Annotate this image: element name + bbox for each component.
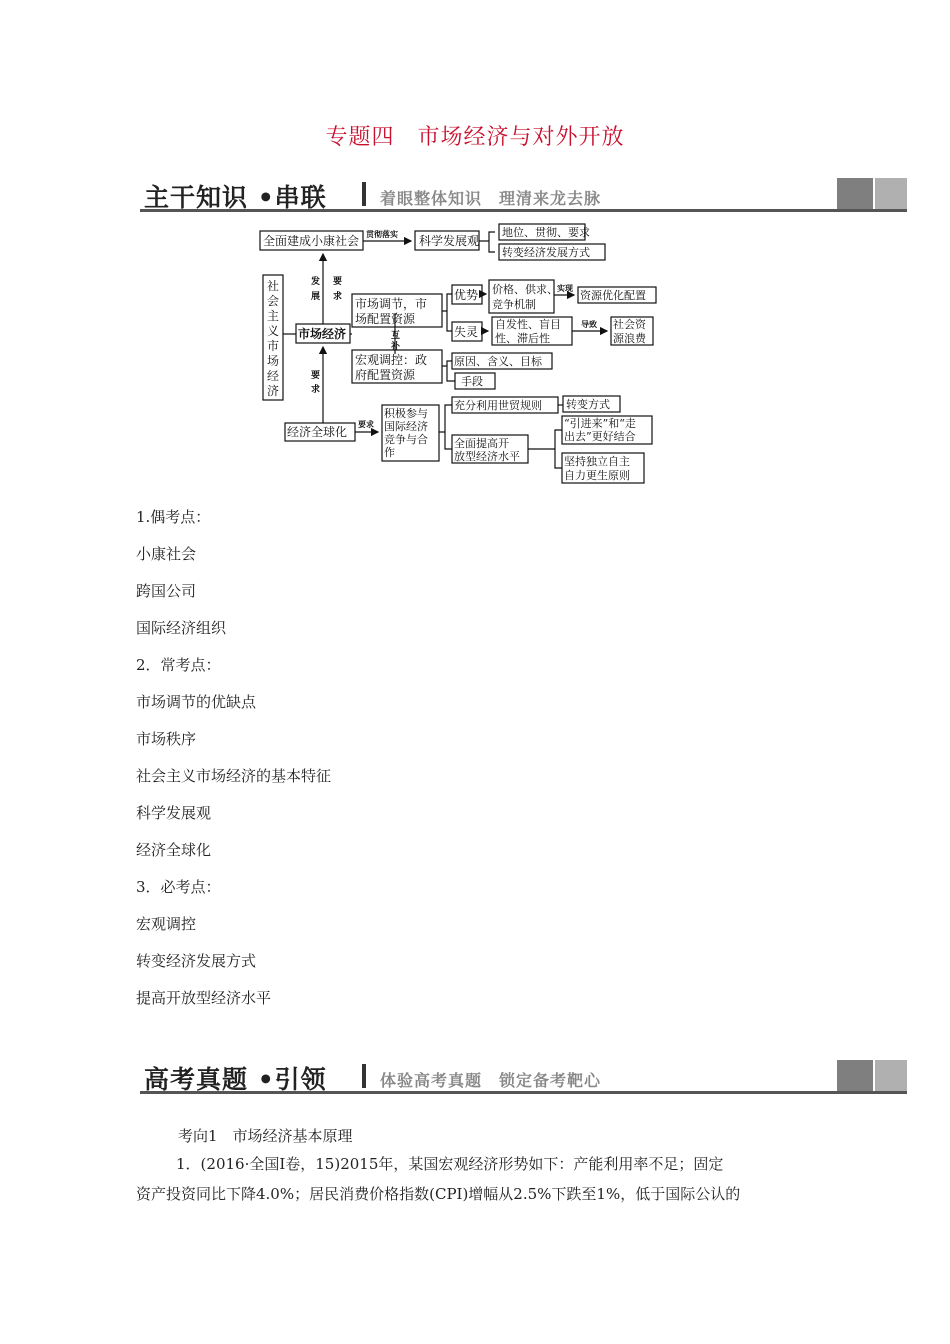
question-direction: 考向1 市场经济基本原理 [178, 1127, 353, 1145]
node-youshi: 优势 [454, 288, 479, 302]
question-line-2: 资产投资同比下降4.0%；居民消费价格指数(CPI)增幅从2.5%下跌至1%，低于国际公认的 [136, 1185, 741, 1203]
node-chongfen: 充分利用世贸规则 [454, 399, 542, 412]
knowledge-diagram [255, 220, 675, 490]
banner-title: 高考真题 •引领 [144, 1065, 327, 1094]
diagram-left-vertical: 社会主 义市场 经济 [267, 279, 280, 398]
question-text-1: 1．(2016·全国Ⅰ卷，15)2015年，某国宏观经济形势如下：产能利用率不足；固定 [176, 1155, 724, 1173]
question-line-1 [136, 1150, 816, 1178]
list-item: 3．必考点： [136, 878, 221, 896]
list-item: 1.偶考点： [136, 508, 211, 526]
list-item: 国际经济组织 [136, 619, 227, 637]
label-guanche: 贯彻落实 [366, 229, 398, 239]
node-diwei: 地位、贯彻、要求 [502, 226, 590, 239]
node-shichang-jingji: 市场经济 [298, 327, 347, 341]
banner-dark-block [837, 1060, 873, 1091]
node-hongguan: 宏观调控：政府配置资源 [355, 353, 428, 382]
node-jianchi: 坚持独立自主自力更生原则 [564, 455, 630, 482]
list-item: 经济全球化 [136, 841, 212, 859]
list-item: 小康社会 [136, 545, 197, 563]
node-zhuanbian-fangshi: 转变方式 [566, 398, 610, 411]
node-shichang-tiaojie: 市场调节，市场配置资源 [355, 297, 428, 326]
list-item: 提高开放型经济水平 [136, 989, 272, 1007]
node-jiji: 积极参与国际经济竞争与合作 [384, 407, 428, 459]
node-quanmian: 全面提高开放型经济水平 [454, 437, 520, 463]
node-ziyuan: 资源优化配置 [580, 289, 646, 302]
banner-subtitle: 体验高考真题 锁定备考靶心 [380, 1071, 602, 1090]
node-zifa: 自发性、盲目性、滞后性 [495, 318, 561, 345]
section-banner-exam [140, 1060, 907, 1094]
node-shouduan: 手段 [461, 375, 483, 388]
list-item: 宏观调控 [136, 915, 197, 933]
node-kexue: 科学发展观 [419, 234, 480, 248]
label-fazhan: 发展 [311, 277, 321, 302]
banner-light-block [875, 178, 907, 209]
label-shixian: 实现 [557, 283, 573, 293]
label-yaoqiu1: 要求 [333, 277, 343, 302]
list-item: 跨国公司 [136, 582, 197, 600]
label-yaoqiu2: 要求 [311, 371, 321, 395]
section-banner-main-knowledge [140, 178, 907, 212]
banner-title: 主干知识 •串联 [144, 183, 327, 212]
list-item: 市场秩序 [136, 730, 197, 748]
node-yinjin: “引进来”和“走出去”更好结合 [564, 417, 636, 443]
node-quanqiuhua: 经济全球化 [287, 425, 348, 439]
list-item: 市场调节的优缺点 [136, 693, 257, 711]
node-jiage: 价格、供求、竞争机制 [492, 283, 558, 311]
list-item: 社会主义市场经济的基本特征 [136, 767, 332, 785]
banner-dark-block [837, 178, 873, 209]
label-hubu: 互补 [391, 331, 401, 352]
node-langfei: 社会资源浪费 [613, 318, 646, 345]
banner-subtitle: 着眼整体知识 理清来龙去脉 [380, 189, 602, 208]
banner-separator [362, 182, 366, 206]
node-xiaokang: 全面建成小康社会 [263, 234, 360, 248]
node-yuanyin: 原因、含义、目标 [454, 355, 542, 368]
page-title: 专题四 市场经济与对外开放 [325, 125, 625, 150]
node-shiling: 失灵 [454, 325, 479, 339]
list-item: 转变经济发展方式 [136, 952, 257, 970]
list-item: 科学发展观 [136, 804, 212, 822]
label-yaoqiu3: 要求 [358, 419, 374, 429]
banner-separator [362, 1064, 366, 1088]
label-daozhi: 导致 [581, 319, 597, 329]
node-zhuanbian: 转变经济发展方式 [502, 246, 590, 259]
list-item: 2．常考点： [136, 656, 221, 674]
banner-light-block [875, 1060, 907, 1091]
